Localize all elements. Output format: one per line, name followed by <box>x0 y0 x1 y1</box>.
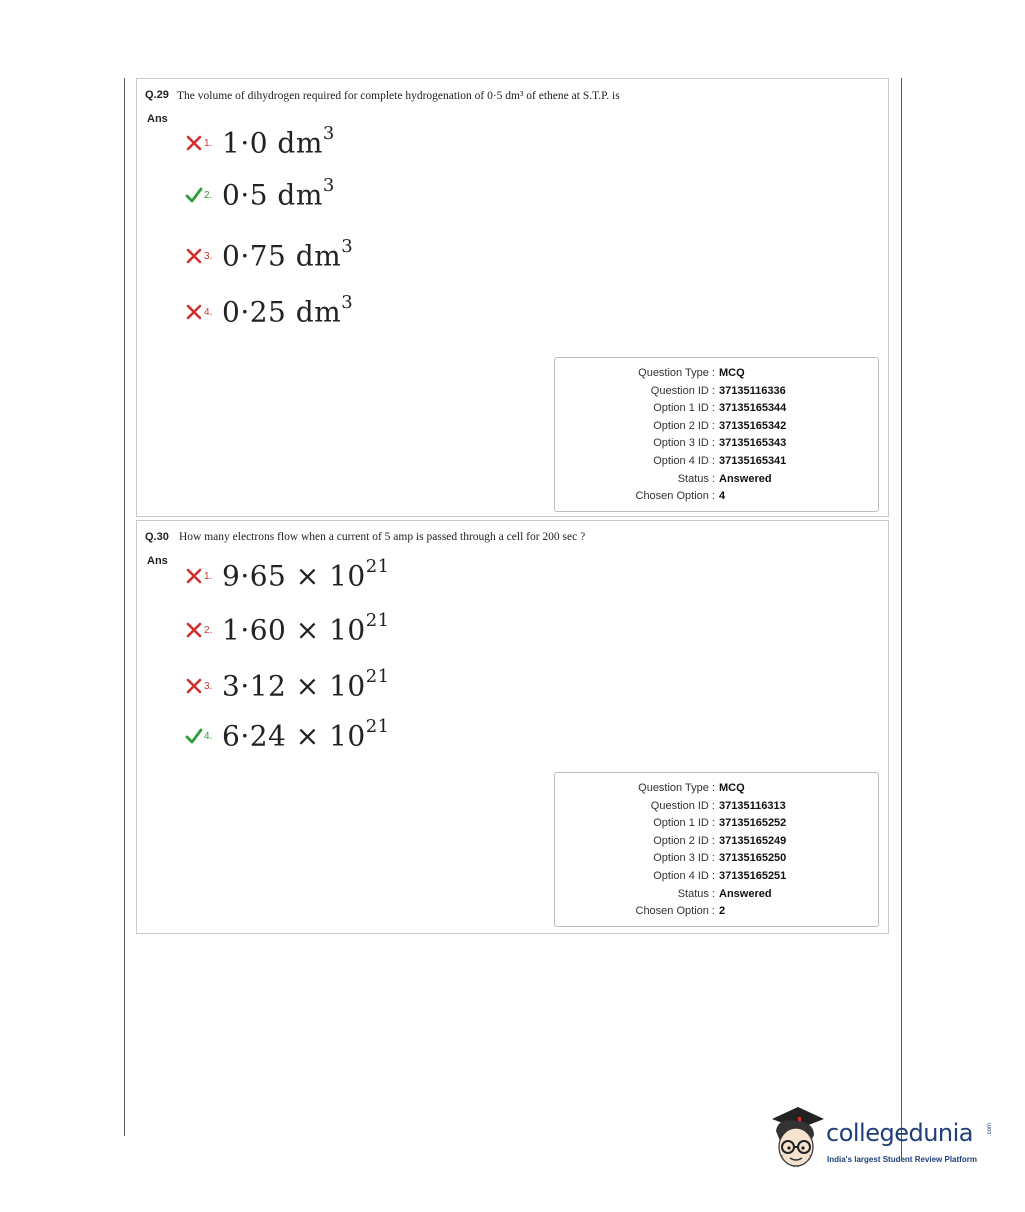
question-block-29 <box>136 78 889 517</box>
option-text: $1\cdot 60 \times 10^{21}$ <box>222 610 390 647</box>
option-2 <box>185 610 390 650</box>
meta-row: Status : Answered <box>677 888 772 900</box>
cross-icon <box>185 567 203 585</box>
question-number: Q.30 <box>145 531 169 543</box>
option-text: 0·5 $dm^3$ <box>222 175 335 212</box>
meta-row: Option 3 ID : 37135165250 <box>653 852 787 864</box>
option-number: 3. <box>204 250 213 262</box>
meta-row: Option 4 ID : 37135165341 <box>653 455 787 467</box>
logo-tagline: India's largest Student Review Platform <box>827 1155 977 1164</box>
meta-row: Option 2 ID : 37135165342 <box>653 420 787 432</box>
option-number: 2. <box>204 624 213 636</box>
option-number: 1. <box>204 570 213 582</box>
meta-row: Option 4 ID : 37135165251 <box>653 870 787 882</box>
answer-label: Ans <box>147 113 168 125</box>
meta-row: Question ID : 37135116336 <box>650 385 786 397</box>
check-icon <box>185 727 203 745</box>
option-text: 1·0 $dm^3$ <box>222 123 335 160</box>
option-text: 0·75 $dm^3$ <box>222 236 354 273</box>
option-text: $6\cdot 24 \times 10^{21}$ <box>222 716 390 753</box>
meta-row: Option 1 ID : 37135165252 <box>653 817 787 829</box>
meta-row: Option 2 ID : 37135165249 <box>653 835 787 847</box>
collegedunia-logo[interactable] <box>768 1105 993 1177</box>
cross-icon <box>185 621 203 639</box>
question-meta-box <box>554 772 879 927</box>
question-text: The volume of dihydrogen required for complete hydrogenation of 0·5 dm³ of ethene at S.T.P. is <box>177 90 620 102</box>
check-icon <box>185 186 203 204</box>
meta-row: Chosen Option : 2 <box>635 905 726 917</box>
meta-row: Question Type : MCQ <box>638 367 745 379</box>
meta-row: Status : Answered <box>677 473 772 485</box>
option-text: $3\cdot 12 \times 10^{21}$ <box>222 666 390 703</box>
option-4 <box>185 292 353 332</box>
cross-icon <box>185 677 203 695</box>
meta-row: Option 3 ID : 37135165343 <box>653 437 787 449</box>
option-number: 4. <box>204 306 213 318</box>
question-number: Q.29 <box>145 89 169 101</box>
cross-icon <box>185 134 203 152</box>
question-meta-box <box>554 357 879 512</box>
meta-row: Question ID : 37135116313 <box>650 800 786 812</box>
option-2 <box>185 175 335 215</box>
page-left-rule <box>124 78 125 1136</box>
page-right-rule <box>901 78 902 1158</box>
question-block-30 <box>136 520 889 934</box>
option-number: 2. <box>204 189 213 201</box>
cross-icon <box>185 303 203 321</box>
logo-wordmark: collegedunia <box>826 1119 974 1147</box>
answer-label: Ans <box>147 555 168 567</box>
option-4 <box>185 716 390 756</box>
option-number: 4. <box>204 730 213 742</box>
logo-suffix: .com <box>987 1123 993 1137</box>
option-1 <box>185 556 390 596</box>
option-3 <box>185 666 390 706</box>
question-text: How many electrons flow when a current of 5 amp is passed through a cell for 200 sec ? <box>179 531 586 543</box>
meta-row: Option 1 ID : 37135165344 <box>653 402 787 414</box>
option-text: $9\cdot 65 \times 10^{21}$ <box>222 556 390 593</box>
option-number: 1. <box>204 137 213 149</box>
option-3 <box>185 236 353 276</box>
option-text: 0·25 $dm^3$ <box>222 292 354 329</box>
option-1 <box>185 123 335 163</box>
mascot-icon <box>768 1105 826 1177</box>
meta-row: Question Type : MCQ <box>638 782 745 794</box>
cross-icon <box>185 247 203 265</box>
option-number: 3. <box>204 680 213 692</box>
meta-row: Chosen Option : 4 <box>635 490 726 502</box>
